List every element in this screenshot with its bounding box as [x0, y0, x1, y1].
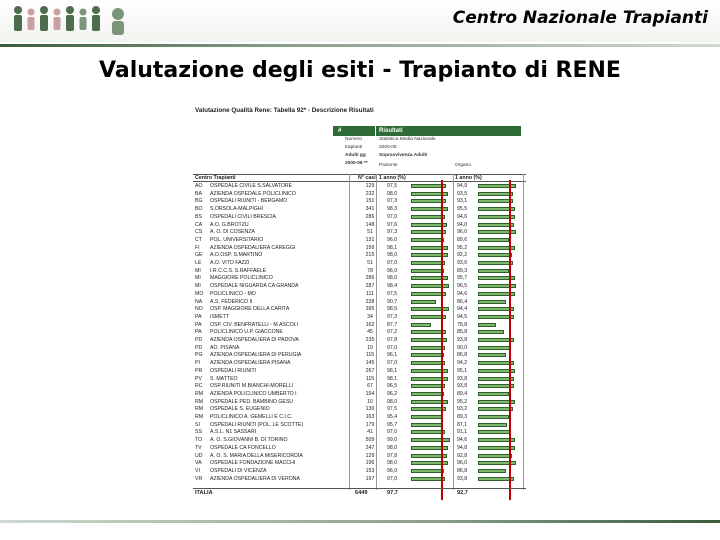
table-row: [193, 429, 530, 435]
row-cases: 196: [365, 460, 375, 467]
row-patient-survival: 96,0: [387, 267, 398, 274]
row-patient-survival: 98,0: [387, 460, 398, 467]
row-code: LE: [195, 260, 202, 266]
row-cases: 509: [365, 437, 375, 444]
row-centre-name: AZIENDA OSPEDALIERA PISANA: [210, 360, 291, 367]
row-patient-survival: 97,3: [387, 198, 398, 205]
table-row: [193, 453, 530, 459]
sub-mid-2: 2000-06: [379, 145, 397, 150]
table-row: [193, 206, 530, 212]
row-cases: 267: [365, 367, 375, 374]
row-code: MI: [195, 283, 201, 290]
total-label: ITALIA: [195, 490, 213, 496]
row-organ-survival: 85,8: [457, 329, 468, 336]
table-row: [193, 222, 530, 228]
row-code: RM: [195, 398, 204, 405]
row-centre-name: OSPEDALI DI VICENZA: [210, 467, 267, 474]
row-organ-survival: 94,9: [457, 183, 468, 189]
slide-title: Valutazione degli esiti - Trapianto di RENE: [99, 58, 621, 83]
table-row: [193, 414, 530, 420]
row-patient-survival: 95,4: [387, 414, 398, 420]
row-cases: 145: [365, 360, 375, 367]
row-organ-survival: 95,7: [457, 275, 468, 282]
row-centre-name: S. MATTEO: [210, 375, 238, 382]
row-organ-survival: 92,2: [457, 252, 468, 259]
row-centre-name: AZIENDA OSPEDALIERA DI VERONA: [210, 475, 300, 482]
row-cases: 215: [365, 252, 375, 259]
table-row: [193, 268, 530, 274]
row-centre-name: A.S.L. N1 SASSARI: [210, 429, 257, 436]
row-centre-name: I.R.C.C.S. S.RAFFAELE: [210, 267, 267, 274]
table-row: [193, 345, 530, 351]
row-code: CT: [195, 236, 202, 243]
row-centre-name: POL. UNIVERSITARIO: [210, 236, 264, 243]
row-organ-survival: 86,4: [457, 298, 468, 305]
organ-survival-bar: [478, 346, 510, 350]
row-patient-survival: 98,1: [387, 244, 398, 251]
row-organ-survival: 86,8: [457, 467, 468, 474]
row-cases: 111: [366, 290, 374, 297]
table-row: [193, 283, 530, 289]
table-row: [193, 245, 530, 251]
col-centre: Centro Trapianti: [195, 175, 236, 181]
header-rule: [0, 44, 720, 47]
table-row: [193, 260, 530, 266]
row-organ-survival: 93,6: [457, 260, 468, 266]
total-organ: 92,7: [457, 490, 468, 496]
table-row: [193, 306, 530, 312]
row-patient-survival: 97,8: [387, 452, 398, 459]
row-organ-survival: 78,8: [457, 321, 468, 328]
organ-survival-bar: [478, 269, 509, 273]
row-centre-name: OSP. CIV. BENFRATELLI - M.ASCOLI: [210, 321, 299, 328]
row-organ-survival: 89,3: [457, 414, 468, 420]
header-rule-bottom: [193, 181, 526, 182]
row-cases: 41: [367, 429, 373, 436]
table-row: [193, 460, 530, 466]
organ-survival-bar: [478, 430, 511, 434]
sub-mid-3: Sopravvivenza Adulti: [379, 153, 428, 158]
row-cases: 199: [365, 244, 375, 251]
sub-left-3: Adulti gg: [345, 153, 366, 158]
patient-survival-bar: [411, 238, 444, 242]
table-caption: Valutazione Qualità Rene: Tabella 92* - Descrizione Risultati: [195, 107, 374, 114]
organ-survival-bar: [478, 454, 512, 458]
row-code: VR: [195, 475, 203, 482]
row-patient-survival: 96,0: [387, 467, 398, 474]
table-row: [193, 437, 530, 443]
row-centre-name: OSPEDALI RIUNITI - BERGAMO: [210, 198, 288, 205]
row-code: BS: [195, 213, 202, 220]
row-patient-survival: 98,3: [387, 206, 398, 213]
row-code: SI: [195, 421, 200, 428]
table-row: [193, 376, 530, 382]
row-organ-survival: 95,5: [457, 206, 468, 213]
organ-survival-bar: [478, 261, 513, 265]
row-centre-name: POLICLINICO A. GEMELLI E C.I.C.: [210, 414, 293, 420]
row-organ-survival: 93,8: [457, 375, 468, 382]
row-patient-survival: 98,1: [387, 375, 398, 382]
row-patient-survival: 97,0: [387, 213, 398, 220]
row-patient-survival: 98,4: [387, 283, 398, 290]
row-code: PV: [195, 375, 202, 382]
row-centre-name: AZIENDA OSPEDALE POLICLINICO: [210, 190, 296, 197]
row-patient-survival: 99,0: [387, 437, 398, 444]
row-centre-name: AZIENDA OSPEDALIERA DI PERUGIA: [210, 352, 302, 359]
row-patient-survival: 87,7: [387, 321, 398, 328]
sub-left-2: trapianti: [345, 145, 363, 150]
table-row: [193, 275, 530, 281]
row-patient-survival: 97,5: [387, 183, 398, 189]
total-cases: 6449: [355, 490, 368, 496]
organ-survival-bar: [478, 238, 509, 242]
row-code: FI: [195, 244, 200, 251]
row-organ-survival: 95,1: [457, 367, 468, 374]
results-table: [193, 104, 530, 499]
row-organ-survival: 89,3: [457, 267, 468, 274]
row-cases: 197: [365, 475, 375, 482]
row-code: TO: [195, 437, 203, 444]
organ-survival-bar: [478, 330, 504, 334]
row-centre-name: OSP. MAGGIORE DELLA CARITA: [210, 306, 290, 313]
row-centre-name: OSPEDALI RIUNITI: [210, 367, 257, 374]
row-organ-survival: 89,4: [457, 390, 468, 397]
row-centre-name: OSPEDALE CA FONCELLO: [210, 444, 276, 451]
table-row: [193, 252, 530, 258]
row-centre-name: A. O. S. MARIA DELLA MISERICORDIA: [210, 452, 303, 459]
row-patient-survival: 96,0: [387, 236, 398, 243]
row-organ-survival: 94,5: [457, 313, 468, 320]
row-organ-survival: 93,8: [457, 475, 468, 482]
organ-survival-bar: [478, 300, 506, 304]
row-cases: 115: [365, 375, 375, 382]
row-cases: 130: [365, 406, 375, 413]
row-patient-survival: 97,2: [387, 329, 398, 336]
table-row: [193, 360, 530, 366]
row-code: MO: [195, 290, 204, 297]
row-organ-survival: 89,6: [457, 236, 468, 243]
table-row: [193, 337, 530, 343]
row-centre-name: AO. PISANA: [210, 344, 240, 351]
row-organ-survival: 96,0: [457, 460, 468, 467]
row-organ-survival: 94,8: [457, 444, 468, 451]
row-cases: 129: [365, 452, 375, 459]
table-row: [193, 229, 530, 235]
header-hash: #: [338, 128, 342, 134]
row-code: PG: [195, 352, 203, 359]
row-cases: 286: [365, 275, 375, 282]
organ-survival-bar: [478, 253, 512, 257]
row-organ-survival: 93,2: [457, 406, 468, 413]
row-centre-name: OSPEDALI RIUNITI (POL. LE SCOTTE): [210, 421, 304, 428]
row-cases: 395: [365, 306, 375, 313]
logo-people-icon: [6, 2, 138, 44]
organ-survival-bar: [478, 323, 496, 327]
row-code: BA: [195, 190, 202, 197]
row-code: RM: [195, 406, 204, 413]
row-cases: 45: [367, 329, 373, 336]
row-organ-survival: 90,0: [457, 344, 468, 351]
organ-survival-bar: [478, 392, 509, 396]
total-patient: 97,7: [387, 490, 398, 496]
row-cases: 34: [367, 313, 373, 320]
header-results: Risultati: [379, 128, 403, 134]
row-code: VI: [195, 467, 200, 474]
row-cases: 341: [365, 206, 375, 213]
sub-mid-1: Statistica Media Nazionale: [379, 137, 436, 142]
row-centre-name: A. O. DI COSENZA: [210, 229, 255, 236]
row-code: MI: [195, 275, 201, 282]
row-centre-name: OSPEDALI CIVILI BRESCIA: [210, 213, 277, 220]
table-row: [193, 214, 530, 220]
row-cases: 232: [365, 190, 375, 197]
table-row: [193, 198, 530, 204]
table-row: [193, 237, 530, 243]
row-cases: 162: [365, 321, 375, 328]
row-code: PD: [195, 337, 203, 343]
row-patient-survival: 97,5: [387, 290, 398, 297]
row-patient-survival: 98,5: [387, 306, 398, 313]
table-row: [193, 368, 530, 374]
table-row: [193, 399, 530, 405]
table-row: [193, 406, 530, 412]
row-code: CS: [195, 229, 203, 236]
national-average-line-patient: [441, 180, 443, 500]
row-organ-survival: 93,8: [457, 383, 468, 390]
row-organ-survival: 95,2: [457, 244, 468, 251]
row-cases: 153: [365, 467, 375, 474]
row-cases: 51: [367, 229, 373, 236]
row-patient-survival: 97,0: [387, 475, 398, 482]
table-row: [193, 391, 530, 397]
row-patient-survival: 96,1: [387, 352, 398, 359]
row-organ-survival: 94,0: [457, 221, 468, 228]
row-centre-name: OSP.RIUNITI M.BIANCHI-MORELLI: [210, 383, 294, 390]
row-organ-survival: 92,8: [457, 452, 468, 459]
row-cases: 78: [367, 267, 373, 274]
row-cases: 179: [365, 421, 375, 428]
row-patient-survival: 97,3: [387, 229, 398, 236]
row-patient-survival: 97,5: [387, 406, 398, 413]
national-average-line-organ: [509, 180, 511, 500]
organ-survival-bar: [478, 192, 513, 196]
patient-survival-bar: [411, 392, 444, 396]
row-cases: 247: [365, 444, 375, 451]
table-row: [193, 468, 530, 474]
row-patient-survival: 98,0: [387, 252, 398, 259]
row-cases: 129: [365, 183, 375, 189]
row-centre-name: A.O. VITO FAZZI: [210, 260, 250, 266]
row-organ-survival: 94,2: [457, 360, 468, 367]
row-organ-survival: 93,5: [457, 190, 468, 197]
patient-survival-bar: [411, 300, 436, 304]
row-code: BG: [195, 198, 203, 205]
sub-left-1: Numero: [345, 137, 363, 142]
row-cases: 67: [367, 383, 373, 390]
row-code: PA: [195, 321, 202, 328]
row-code: CA: [195, 221, 203, 228]
row-organ-survival: 86,8: [457, 352, 468, 359]
row-centre-name: ISMETT: [210, 313, 230, 320]
row-code: VA: [195, 460, 202, 467]
organ-survival-bar: [478, 423, 507, 427]
total-row: [193, 490, 530, 498]
row-patient-survival: 98,1: [387, 367, 398, 374]
row-patient-survival: 98,0: [387, 398, 398, 405]
row-organ-survival: 94,4: [457, 306, 468, 313]
col-cases: N° casi: [358, 175, 376, 181]
row-centre-name: OSPEDALE S. EUGENIO: [210, 406, 270, 413]
row-organ-survival: 94,6: [457, 437, 468, 444]
row-organ-survival: 94,6: [457, 290, 468, 297]
row-patient-survival: 98,0: [387, 275, 398, 282]
patient-survival-bar: [411, 269, 444, 273]
row-code: PR: [195, 367, 203, 374]
organization-name: Centro Nazionale Trapianti: [452, 8, 708, 28]
table-row: [193, 322, 530, 328]
row-centre-name: AZIENDA POLICLINICO UMBERTO I: [210, 390, 297, 397]
row-code: PI: [195, 360, 200, 367]
row-cases: 154: [365, 390, 375, 397]
row-code: NO: [195, 306, 203, 313]
row-centre-name: A.O.OSP. S.MARTINO: [210, 252, 263, 259]
row-code: SS: [195, 429, 202, 436]
row-code: RC: [195, 383, 203, 390]
row-code: RM: [195, 390, 204, 397]
sub-left-4: 2000-06 **: [345, 161, 368, 166]
row-cases: 148: [365, 221, 375, 228]
table-row: [193, 352, 530, 358]
row-centre-name: OSPEDALE CIVILE S.SALVATORE: [210, 183, 293, 189]
row-organ-survival: 91,1: [457, 429, 468, 436]
row-patient-survival: 97,6: [387, 221, 398, 228]
row-cases: 10: [367, 398, 373, 405]
patient-survival-bar: [411, 384, 445, 388]
row-code: AO: [195, 183, 203, 189]
row-patient-survival: 95,7: [387, 421, 398, 428]
row-centre-name: POLICLINICO U.P. GIACCONE: [210, 329, 283, 336]
row-centre-name: MAGGIORE POLICLINICO: [210, 275, 273, 282]
row-patient-survival: 97,0: [387, 429, 398, 436]
organ-survival-bar: [478, 199, 513, 203]
row-organ-survival: 96,0: [457, 229, 468, 236]
row-centre-name: A.S. FEDERICO II: [210, 298, 253, 305]
row-patient-survival: 98,0: [387, 190, 398, 197]
row-organ-survival: 87,1: [457, 421, 468, 428]
patient-survival-bar: [411, 438, 450, 442]
organ-survival-bar: [478, 353, 506, 357]
row-organ-survival: 95,2: [457, 398, 468, 405]
row-centre-name: OSPEDALE FONDAZIONE MACCHI: [210, 460, 296, 467]
table-row: [193, 422, 530, 428]
row-cases: 131: [365, 236, 375, 243]
patient-survival-bar: [411, 323, 431, 327]
row-patient-survival: 97,3: [387, 313, 398, 320]
row-centre-name: AZIENDA OSPEDALIERA DI PADOVA: [210, 337, 299, 343]
row-patient-survival: 96,2: [387, 390, 398, 397]
row-organ-survival: 93,1: [457, 198, 468, 205]
row-organ-survival: 94,6: [457, 213, 468, 220]
sub-right: Organo: [455, 163, 471, 168]
row-cases: 287: [365, 283, 375, 290]
table-row: [193, 476, 530, 482]
row-patient-survival: 97,8: [387, 337, 398, 343]
footer-rule: [0, 520, 720, 523]
row-patient-survival: 97,0: [387, 344, 398, 351]
organ-survival-bar: [478, 469, 506, 473]
col-1year-patient: 1 anno (%): [379, 175, 406, 181]
patient-survival-bar: [411, 353, 444, 357]
row-centre-name: OSPEDALE PED. BAMBINO GESU: [210, 398, 294, 405]
row-code: MI: [195, 267, 201, 274]
row-centre-name: A. O. S.GIOVANNI B. DI TORINO: [210, 437, 288, 444]
row-centre-name: POLICLINICO - MO: [210, 290, 256, 297]
row-patient-survival: 90,7: [387, 298, 398, 305]
row-cases: 115: [365, 352, 375, 359]
row-patient-survival: 98,0: [387, 444, 398, 451]
table-row: [193, 383, 530, 389]
table-row: [193, 445, 530, 451]
patient-survival-bar: [411, 415, 443, 419]
table-row: [193, 183, 530, 189]
row-centre-name: S.ORSOLA-MALPIGHI: [210, 206, 264, 213]
row-cases: 163: [365, 414, 375, 420]
row-patient-survival: 97,0: [387, 360, 398, 367]
row-patient-survival: 96,5: [387, 383, 398, 390]
table-row: [193, 314, 530, 320]
patient-survival-bar: [411, 469, 444, 473]
table-row: [193, 191, 530, 197]
row-code: NA: [195, 298, 203, 305]
row-organ-survival: 93,8: [457, 337, 468, 343]
row-code: GE: [195, 252, 203, 259]
row-code: BO: [195, 206, 203, 213]
row-centre-name: A.O. G.BROTZU: [210, 221, 249, 228]
row-code: PA: [195, 329, 202, 336]
row-organ-survival: 96,5: [457, 283, 468, 290]
row-patient-survival: 97,0: [387, 260, 398, 266]
table-row: [193, 299, 530, 305]
row-cases: 51: [367, 260, 373, 266]
col-1year-organ: 1 anno (%): [455, 175, 482, 181]
total-rule: [193, 488, 526, 489]
row-centre-name: OSPEDALE NIGUARDA CA GRANDA: [210, 283, 299, 290]
row-code: TV: [195, 444, 202, 451]
table-row: [193, 291, 530, 297]
row-cases: 238: [365, 298, 375, 305]
row-cases: 10: [367, 344, 373, 351]
row-code: PD: [195, 344, 203, 351]
organ-survival-bar: [478, 407, 513, 411]
row-code: UD: [195, 452, 203, 459]
patient-survival-bar: [411, 423, 443, 427]
row-code: RM: [195, 414, 204, 420]
row-code: PA: [195, 313, 202, 320]
row-cases: 286: [365, 213, 375, 220]
organ-survival-bar: [478, 415, 509, 419]
row-cases: 235: [365, 337, 375, 343]
table-row: [193, 329, 530, 335]
row-cases: 151: [365, 198, 375, 205]
sub-mid-4: Paziente: [379, 163, 398, 168]
row-centre-name: AZIENDA OSPEDALIERA CAREGGI: [210, 244, 296, 251]
